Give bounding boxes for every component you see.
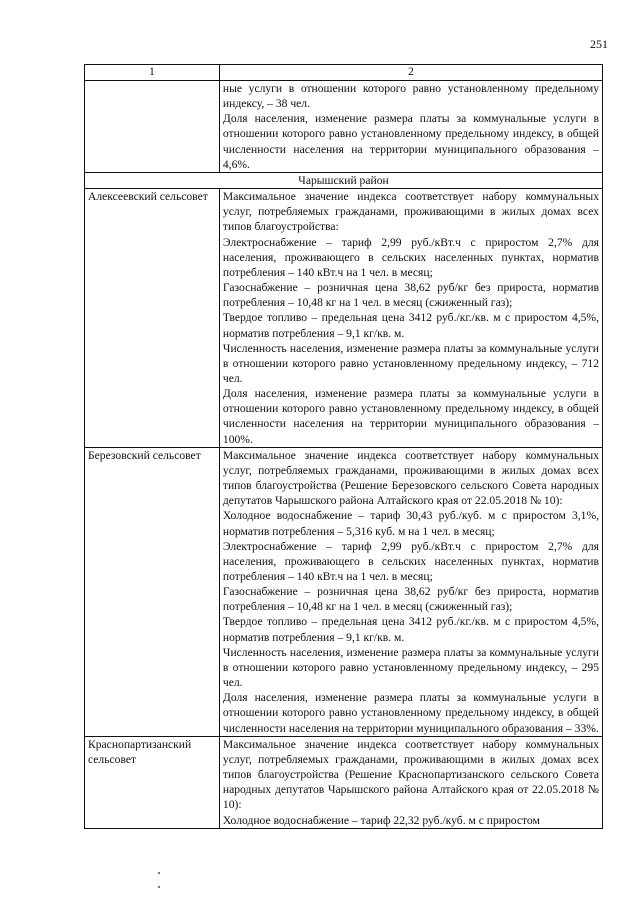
tariff-table bbox=[84, 64, 603, 829]
scan-speck bbox=[158, 886, 160, 888]
continuation-content-cell bbox=[219, 81, 602, 173]
column-header-1: 1 bbox=[85, 65, 220, 81]
table-header-row bbox=[85, 65, 603, 81]
district-row bbox=[85, 172, 603, 188]
paragraph: Доля населения, изменение размера платы за коммунальные услуги в отношении которого равно установленному предельному индексу, в общей численности населения на территории муниципального образования – 4,6%. bbox=[222, 112, 599, 171]
municipality-content bbox=[219, 447, 602, 736]
paragraph: Максимальное значение индекса соответствует набору коммунальных услуг, потребляемых гражданами, проживающими в жилых домах всех типов благоустройства (Решение Краснопартизанского сельского Совета народных депутатов Чарышского района Алтайского края от 22.05.2018 № 10): bbox=[222, 737, 599, 812]
municipality-name: Алексеевский сельсовет bbox=[85, 189, 220, 448]
municipality-content bbox=[219, 189, 602, 448]
paragraph: ные услуги в отношении которого равно установленному предельному индексу, – 38 чел. bbox=[222, 82, 599, 111]
paragraph: Холодное водоснабжение – тариф 22,32 руб./куб. м с приростом bbox=[222, 813, 540, 827]
paragraph: Доля населения, изменение размера платы за коммунальные услуги в отношении которого равно установленному предельному индексу, в общей численности населения на территории муниципального образования – 33%. bbox=[222, 691, 599, 735]
page-number: 251 bbox=[590, 37, 608, 51]
paragraph: Электроснабжение – тариф 2,99 руб./кВт.ч с приростом 2,7% для населения, проживающего в сельских населенных пунктах, норматив потребления – 140 кВт.ч на 1 чел. в месяц; bbox=[222, 235, 599, 279]
column-header-2: 2 bbox=[219, 65, 602, 81]
paragraph: Холодное водоснабжение – тариф 30,43 руб./куб. м с приростом 3,1%, норматив потребления – 5,316 куб. м на 1 чел. в месяц; bbox=[222, 509, 599, 538]
continuation-name-cell bbox=[85, 81, 220, 173]
paragraph: Электроснабжение – тариф 2,99 руб./кВт.ч с приростом 2,7% для населения, проживающего в сельских населенных пунктах, норматив потребления – 140 кВт.ч на 1 чел. в месяц; bbox=[222, 539, 599, 583]
continuation-row bbox=[85, 81, 603, 173]
paragraph: Газоснабжение – розничная цена 38,62 руб/кг без прироста, норматив потребления – 10,48 кг на 1 чел. в месяц (сжиженный газ); bbox=[222, 281, 599, 310]
paragraph: Твердое топливо – предельная цена 3412 руб./кг./кв. м с приростом 4,5%, норматив потребления – 9,1 кг/кв. м. bbox=[222, 615, 599, 644]
table-row bbox=[85, 447, 603, 736]
paragraph: Численность населения, изменение размера платы за коммунальные услуги в отношении которого равно установленному предельному индексу, – 712 чел. bbox=[222, 341, 599, 385]
paragraph: Максимальное значение индекса соответствует набору коммунальных услуг, потребляемых гражданами, проживающими в жилых домах всех типов благоустройства: bbox=[222, 190, 599, 234]
table-row bbox=[85, 736, 603, 828]
table-row bbox=[85, 189, 603, 448]
district-heading: Чарышский район bbox=[85, 172, 603, 188]
paragraph: Твердое топливо – предельная цена 3412 руб./кг./кв. м с приростом 4,5%, норматив потребления – 9,1 кг/кв. м. bbox=[222, 311, 599, 340]
municipality-name: Березовский сельсовет bbox=[85, 447, 220, 736]
municipality-content bbox=[219, 736, 602, 828]
paragraph: Максимальное значение индекса соответствует набору коммунальных услуг, потребляемых гражданами, проживающими в жилых домах всех типов благоустройства (Решение Березовского сельского Совета народных депутатов Чарышского района Алтайского края от 22.05.2018 № 10): bbox=[222, 448, 599, 508]
scan-speck bbox=[158, 872, 160, 874]
paragraph: Газоснабжение – розничная цена 38,62 руб/кг без прироста, норматив потребления – 10,48 кг на 1 чел. в месяц (сжиженный газ); bbox=[222, 585, 599, 614]
paragraph: Доля населения, изменение размера платы за коммунальные услуги в отношении которого равно установленному предельному индексу, в общей численности населения на территории муниципального образования – 100%. bbox=[222, 387, 599, 446]
municipality-name: Краснопартизанский сельсовет bbox=[85, 736, 220, 828]
paragraph: Численность населения, изменение размера платы за коммунальные услуги в отношении которого равно установленному предельному индексу, – 295 чел. bbox=[222, 645, 599, 690]
